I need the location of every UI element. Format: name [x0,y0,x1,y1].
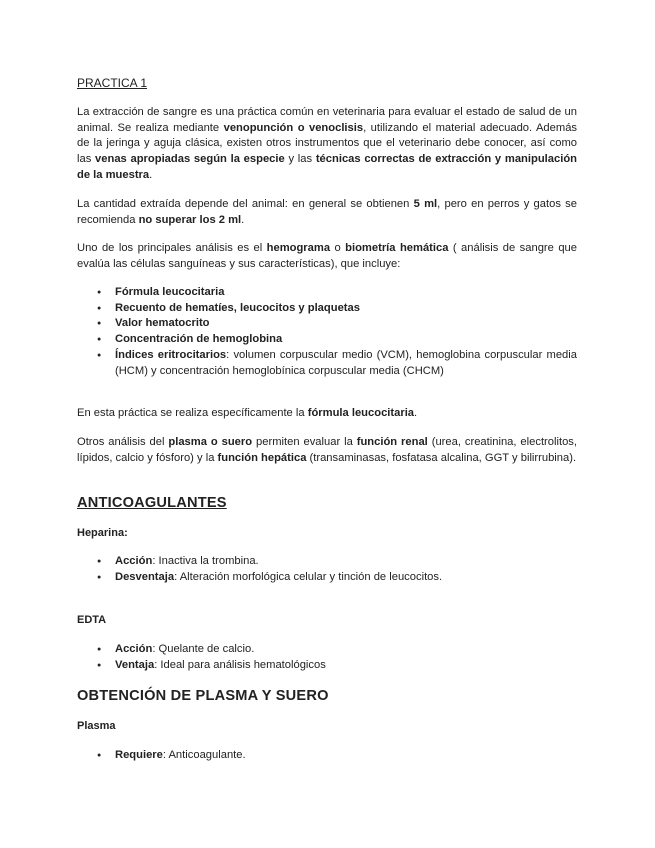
hemogram-text-2: o [330,242,346,254]
intro-bold-1: venopunción o venoclisis [223,121,364,134]
list-item-bold: Valor hematocrito [115,317,210,330]
other-text-2: permiten evaluar la [252,436,357,448]
practice-text-1: En esta práctica se realiza específicamente la [77,407,308,419]
list-item-text: : Inactiva la trombina. [152,555,259,567]
other-bold-2: función renal [356,436,428,448]
practice-bold-1: fórmula leucocitaria [307,407,415,419]
list-item-bold: Desventaja [115,570,175,583]
list-item [77,285,577,301]
list-item [77,570,577,586]
intro-bold-2: venas apropiadas según la especie [95,153,285,166]
list-item-text: : Ideal para análisis hematológicos [154,658,326,671]
plasma-list [77,748,577,764]
list-item-bold: Fórmula leucocitaria [115,286,225,298]
other-analysis-paragraph [77,435,577,466]
list-item [77,332,577,348]
list-item [77,748,577,764]
hemogram-paragraph [77,241,577,272]
list-item-bold: Acción [115,643,153,655]
document-title: PRACTICA 1 [77,76,148,90]
list-item-text: : volumen corpuscular medio (VCM), hemoglobina corpuscular media (HCM) y concentración hemoglobínica corpuscular media (CHCM) [115,348,577,377]
list-item [77,642,577,658]
list-item-bold: Concentración de hemoglobina [115,333,283,346]
list-item-text: : Quelante de calcio. [152,643,255,655]
practice-paragraph [77,406,577,422]
intro-text-3: y las [284,153,316,166]
other-bold-3: función hepática [217,451,307,464]
list-item [77,554,577,570]
list-item [77,348,577,379]
hemogram-bold-2: biometría hemática [345,242,449,254]
heparina-title: Heparina: [77,527,128,539]
quantity-text-3: . [241,213,245,226]
list-item [77,658,577,674]
list-item-text: : Anticoagulante. [162,749,246,761]
quantity-text-1: La cantidad extraída depende del animal: en general se obtienen [77,198,414,210]
intro-paragraph [77,105,577,184]
other-bold-1: plasma o suero [168,436,253,448]
list-item-text: : Alteración morfológica celular y tinción de leucocitos. [174,570,443,583]
other-text-4: (transaminasas, fosfatasa alcalina, GGT y bilirrubina). [306,451,577,464]
quantity-text-2: , pero en perros y gatos se recomienda [77,198,577,226]
list-item-bold: Índices eritrocitarios [115,348,227,361]
intro-text-2: , utilizando el material adecuado. Además de la jeringa y aguja clásica, existen otros instrumentos que el veterinario debe conocer, así como las [77,121,578,166]
edta-title: EDTA [77,614,107,626]
intro-text-4: . [149,168,153,181]
practice-text-2: . [414,407,418,419]
list-item-bold: Acción [115,555,153,567]
heparina-list [77,554,577,585]
hemogram-bold-1: hemograma [266,242,331,254]
intro-text-1: La extracción de sangre es una práctica común en veterinaria para evaluar el estado de salud de un animal. Se realiza mediante [77,106,577,134]
list-item-bold: Requiere [115,749,163,761]
list-item-bold: Recuento de hematíes, leucocitos y plaquetas [115,301,360,314]
quantity-bold-2: no superar los 2 ml [138,213,242,226]
hemogram-text-3: ( análisis de sangre que evalúa las células sanguíneas y sus características), que incluye: [77,242,577,270]
plasma-title: Plasma [77,720,116,732]
other-text-1: Otros análisis del [77,436,169,448]
plasma-section-heading: OBTENCIÓN DE PLASMA Y SUERO [77,688,329,704]
edta-list [77,642,577,673]
hemogram-list [77,285,577,379]
intro-bold-3: técnicas correctas de extracción y manipulación de la muestra [77,153,577,181]
list-item [77,301,577,317]
quantity-bold-1: 5 ml [413,198,438,210]
anticoagulants-heading: ANTICOAGULANTES [77,495,227,511]
hemogram-text-1: Uno de los principales análisis es el [77,242,267,254]
other-text-3: (urea, creatinina, electrolitos, lípidos, calcio y fósforo) y la [77,436,577,464]
list-item-bold: Ventaja [115,658,155,671]
quantity-paragraph [77,197,577,228]
list-item [77,316,577,332]
